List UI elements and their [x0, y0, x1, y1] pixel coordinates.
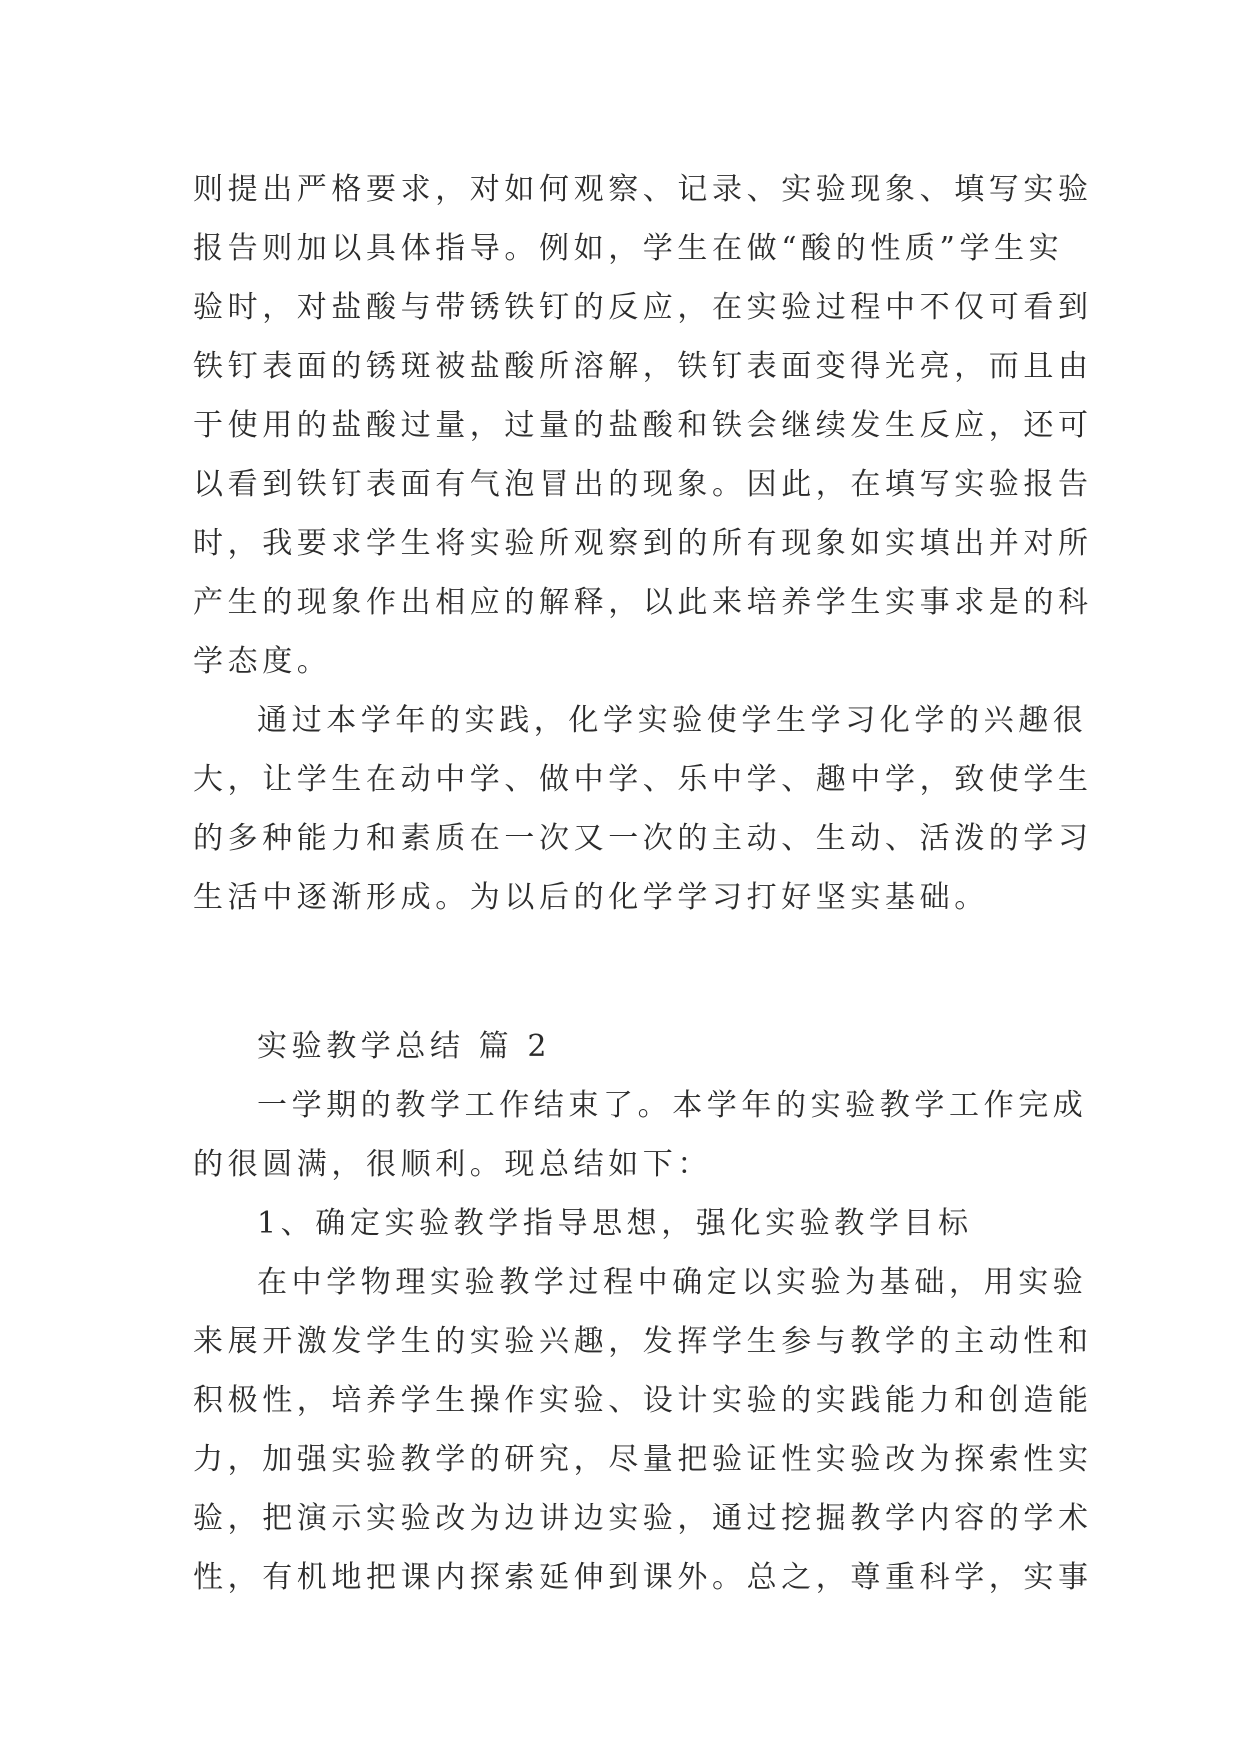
- text-line: 学态度。: [193, 644, 332, 679]
- document-body: [193, 160, 1093, 1607]
- paragraph-guideline: [193, 1253, 1093, 1607]
- text-line: 则提出严格要求，对如何观察、记录、实验现象、填写实验: [193, 172, 1093, 207]
- paragraph-continued: [193, 160, 1093, 691]
- subheading: 1、确定实验教学指导思想，强化实验教学目标: [257, 1206, 973, 1241]
- text-line: 产生的现象作出相应的解释，以此来培养学生实事求是的科: [193, 585, 1093, 620]
- text-line: 以看到铁钉表面有气泡冒出的现象。因此，在填写实验报告: [193, 467, 1093, 502]
- text-line: 性，有机地把课内探索延伸到课外。总之，尊重科学，实事: [193, 1560, 1093, 1595]
- text-line: 来展开激发学生的实验兴趣，发挥学生参与教学的主动性和: [193, 1324, 1093, 1359]
- text-line: 在中学物理实验教学过程中确定以实验为基础，用实验: [257, 1265, 1088, 1300]
- text-line: 验，把演示实验改为边讲边实验，通过挖掘教学内容的学术: [193, 1501, 1093, 1536]
- text-line: 时，我要求学生将实验所观察到的所有现象如实填出并对所: [193, 526, 1093, 561]
- text-line: 的多种能力和素质在一次又一次的主动、生动、活泼的学习: [193, 821, 1093, 856]
- text-line: 验时，对盐酸与带锈铁钉的反应，在实验过程中不仅可看到: [193, 290, 1093, 325]
- text-line: 的很圆满，很顺利。现总结如下：: [193, 1147, 712, 1182]
- section-title: 实验教学总结: [257, 1029, 465, 1064]
- section-spacer: [193, 927, 1055, 1017]
- paragraph-intro: [193, 1076, 1088, 1194]
- text-line: 一学期的教学工作结束了。本学年的实验教学工作完成: [257, 1088, 1088, 1123]
- text-line: 积极性，培养学生操作实验、设计实验的实践能力和创造能: [193, 1383, 1093, 1418]
- paragraph-summary: [193, 691, 1093, 927]
- text-line: 生活中逐渐形成。为以后的化学学习打好坚实基础。: [193, 880, 989, 915]
- text-line: 通过本学年的实践，化学实验使学生学习化学的兴趣很: [257, 703, 1088, 738]
- text-line: 报告则加以具体指导。例如，学生在做“酸的性质”学生实: [193, 231, 1064, 266]
- text-line: 力，加强实验教学的研究，尽量把验证性实验改为探索性实: [193, 1442, 1093, 1477]
- text-line: 于使用的盐酸过量，过量的盐酸和铁会继续发生反应，还可: [193, 408, 1093, 443]
- section-number: 篇 2: [478, 1029, 552, 1064]
- text-line: 铁钉表面的锈斑被盐酸所溶解，铁钉表面变得光亮，而且由: [193, 349, 1093, 384]
- section-heading: [193, 1017, 1055, 1076]
- text-line: 大，让学生在动中学、做中学、乐中学、趣中学，致使学生: [193, 762, 1093, 797]
